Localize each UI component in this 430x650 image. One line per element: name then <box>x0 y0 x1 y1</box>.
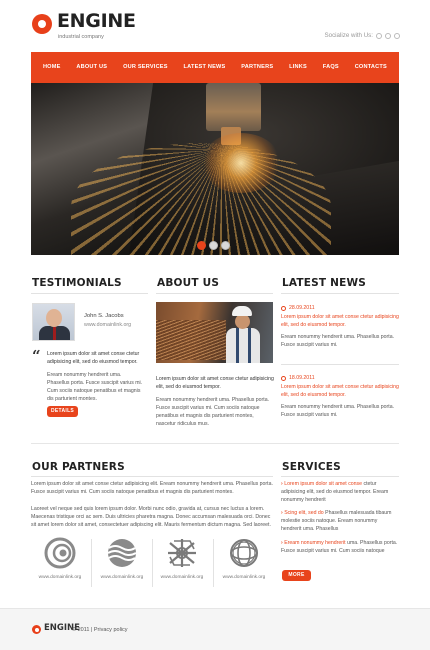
spark-core <box>201 133 281 193</box>
about-title: ABOUT US <box>157 277 220 289</box>
social-bar <box>325 31 401 41</box>
nav-contacts[interactable]: CONTACTS <box>354 64 387 71</box>
nav-faqs[interactable]: FAQS <box>322 64 339 71</box>
testimonial-text <box>47 350 145 403</box>
arrow-icon: › <box>281 510 283 516</box>
service-text: uma. Phasellus porta. Fusce suscipit varius mi. Cum sociis natoque <box>281 540 398 555</box>
partners-text-2: Laoreet vel neque sed quis lorem ipsum dolor. Morbi nunc odio, gravida at, cursus nec luctus a lorem. Maecenas tristique orci ac sem. Duis ultricies pharetra magna. Donec accumsan malesuada orci. Donec sit amet lorem dolor sit amet, consectetuer adipiscing elit. Mauris fermentum dictum magna. Sed laoreet. <box>31 506 271 529</box>
partner-logo[interactable] <box>214 537 274 593</box>
nav-partners[interactable]: PARTNERS <box>241 64 274 71</box>
partner-url[interactable]: www.domainlink.org <box>222 575 266 580</box>
services-title: SERVICES <box>282 461 341 473</box>
divider <box>281 293 399 294</box>
service-item <box>281 480 399 504</box>
divider <box>281 364 399 365</box>
partner-logo[interactable] <box>30 537 90 593</box>
partner-url[interactable]: www.domainlink.org <box>100 575 144 580</box>
service-text: Phasellus malesuada tibaum molestie sociis natoque. Eream nonummy hendrerit uma. Phasellus <box>281 510 392 533</box>
partners-text-1: Lorem ipsum dolor sit amet conse ctetur adipisicing elit. Eream nonummy hendrerit uma. Phasellus porta. Fusce suscipit varius mi. Cum sociis natoque penatibus et magnis dis parturient montes. <box>31 481 273 496</box>
details-button[interactable]: DETAILS <box>47 406 78 417</box>
service-item <box>281 539 399 555</box>
nav-latest-news[interactable]: LATEST NEWS <box>183 64 226 71</box>
about-body: Eream nonummy hendrerit uma. Phasellus porta. Fusce suscipit varius mi. Cum sociis natoque penatibus et magnis dis parturient montes, nascetur ridiculus mus. <box>156 397 270 428</box>
news-item <box>281 374 399 419</box>
social-label: Socialize with Us: <box>324 32 373 39</box>
news-text: Eream nonummy hendrerit uma. Phasellus porta. Fusce suscipit varius mi. <box>281 404 395 419</box>
partner-logo[interactable] <box>152 537 212 593</box>
nav-links[interactable]: LINKS <box>289 64 307 71</box>
slider-dot-3[interactable] <box>221 241 230 250</box>
news-headline[interactable]: Lorem ipsum dolor sit amet conse ctetur adipisicing elit, sed do eiusmod tempor. <box>281 384 399 399</box>
partner-url[interactable]: www.domainlink.org <box>38 575 82 580</box>
brand-name[interactable]: ENGINE <box>57 10 136 32</box>
divider <box>31 476 273 477</box>
about-lead: Lorem ipsum dolor sit amet conse ctetur adipisicing elit, sed do eiusmod tempor. <box>156 376 274 391</box>
partners-title: OUR PARTNERS <box>32 461 125 473</box>
more-button[interactable]: MORE <box>282 570 311 581</box>
news-date: 28.09.2011 <box>289 305 315 311</box>
service-text: ctetur adipisicing elit, sed do eiusmod tempor. Eream nonummy hendrerit <box>281 481 389 504</box>
news-date: 18.09.2011 <box>289 375 315 381</box>
logo-icon[interactable] <box>32 14 52 34</box>
footer-copyright[interactable]: © 2011 | Privacy policy <box>72 627 128 633</box>
site-footer <box>0 608 430 650</box>
service-link[interactable]: Scing elit, sed do <box>284 510 324 516</box>
nav-home[interactable]: HOME <box>42 64 61 71</box>
news-item <box>281 304 399 349</box>
testimonial-lead: Lorem ipsum dolor sit amet conse ctetur adipisicing elit, sed do eiusmod tempor. <box>47 351 140 366</box>
about-text <box>156 375 274 428</box>
quote-icon: “ <box>32 347 41 365</box>
testimonial-body: Eream nonummy hendrerit uma. Phasellus porta. Fusce suscipit varius mi. Cum sociis natoque penatibus et magnis dis parturient montes. <box>47 372 143 403</box>
twitter-icon[interactable] <box>376 33 382 39</box>
slider-dot-1[interactable] <box>197 241 206 250</box>
nav-our-services[interactable]: OUR SERVICES <box>123 64 168 71</box>
partner-logo[interactable] <box>92 537 152 593</box>
testimonials-title: TESTIMONIALS <box>32 277 122 289</box>
footer-logo[interactable]: ENGINE <box>44 623 80 633</box>
divider <box>281 476 399 477</box>
slider-pagination <box>197 241 230 250</box>
facebook-icon[interactable] <box>385 33 391 39</box>
service-link[interactable]: Eream nonummy hendrerit <box>284 540 346 546</box>
partner-url[interactable]: www.domainlink.org <box>160 575 204 580</box>
testimonial-name: John S. Jacobs <box>84 313 124 319</box>
about-image <box>156 302 273 363</box>
service-link[interactable]: Lorem ipsum dolor sit amet conse <box>284 481 363 487</box>
main-nav <box>31 52 399 83</box>
divider <box>31 293 148 294</box>
star-burst-icon <box>166 537 198 569</box>
section-divider <box>31 443 399 444</box>
site-header <box>0 0 430 52</box>
nav-about-us[interactable]: ABOUT US <box>76 64 108 71</box>
brand-tagline: industrial company <box>58 34 104 40</box>
wave-sphere-icon <box>106 537 138 569</box>
cutting-head <box>206 83 261 131</box>
rss-icon[interactable] <box>394 33 400 39</box>
slider-dot-2[interactable] <box>209 241 218 250</box>
calendar-icon <box>281 306 286 311</box>
testimonial-site[interactable]: www.domainlink.org <box>84 322 132 328</box>
arrow-icon: › <box>281 481 283 487</box>
calendar-icon <box>281 376 286 381</box>
divider <box>156 293 273 294</box>
service-item <box>281 509 399 533</box>
news-text: Eream nonummy hendrerit uma. Phasellus porta. Fusce suscipit varius mi. <box>281 334 395 349</box>
hero-slider-image <box>31 83 399 255</box>
news-title: LATEST NEWS <box>282 277 367 289</box>
avatar <box>32 303 75 341</box>
globe-mesh-icon <box>228 537 260 569</box>
arrow-icon: › <box>281 540 283 546</box>
concentric-circles-icon <box>44 537 76 569</box>
news-headline[interactable]: Lorem ipsum dolor sit amet conse ctetur adipisicing elit, sed do eiusmod tempor. <box>281 314 399 329</box>
footer-logo-icon[interactable] <box>32 625 41 634</box>
